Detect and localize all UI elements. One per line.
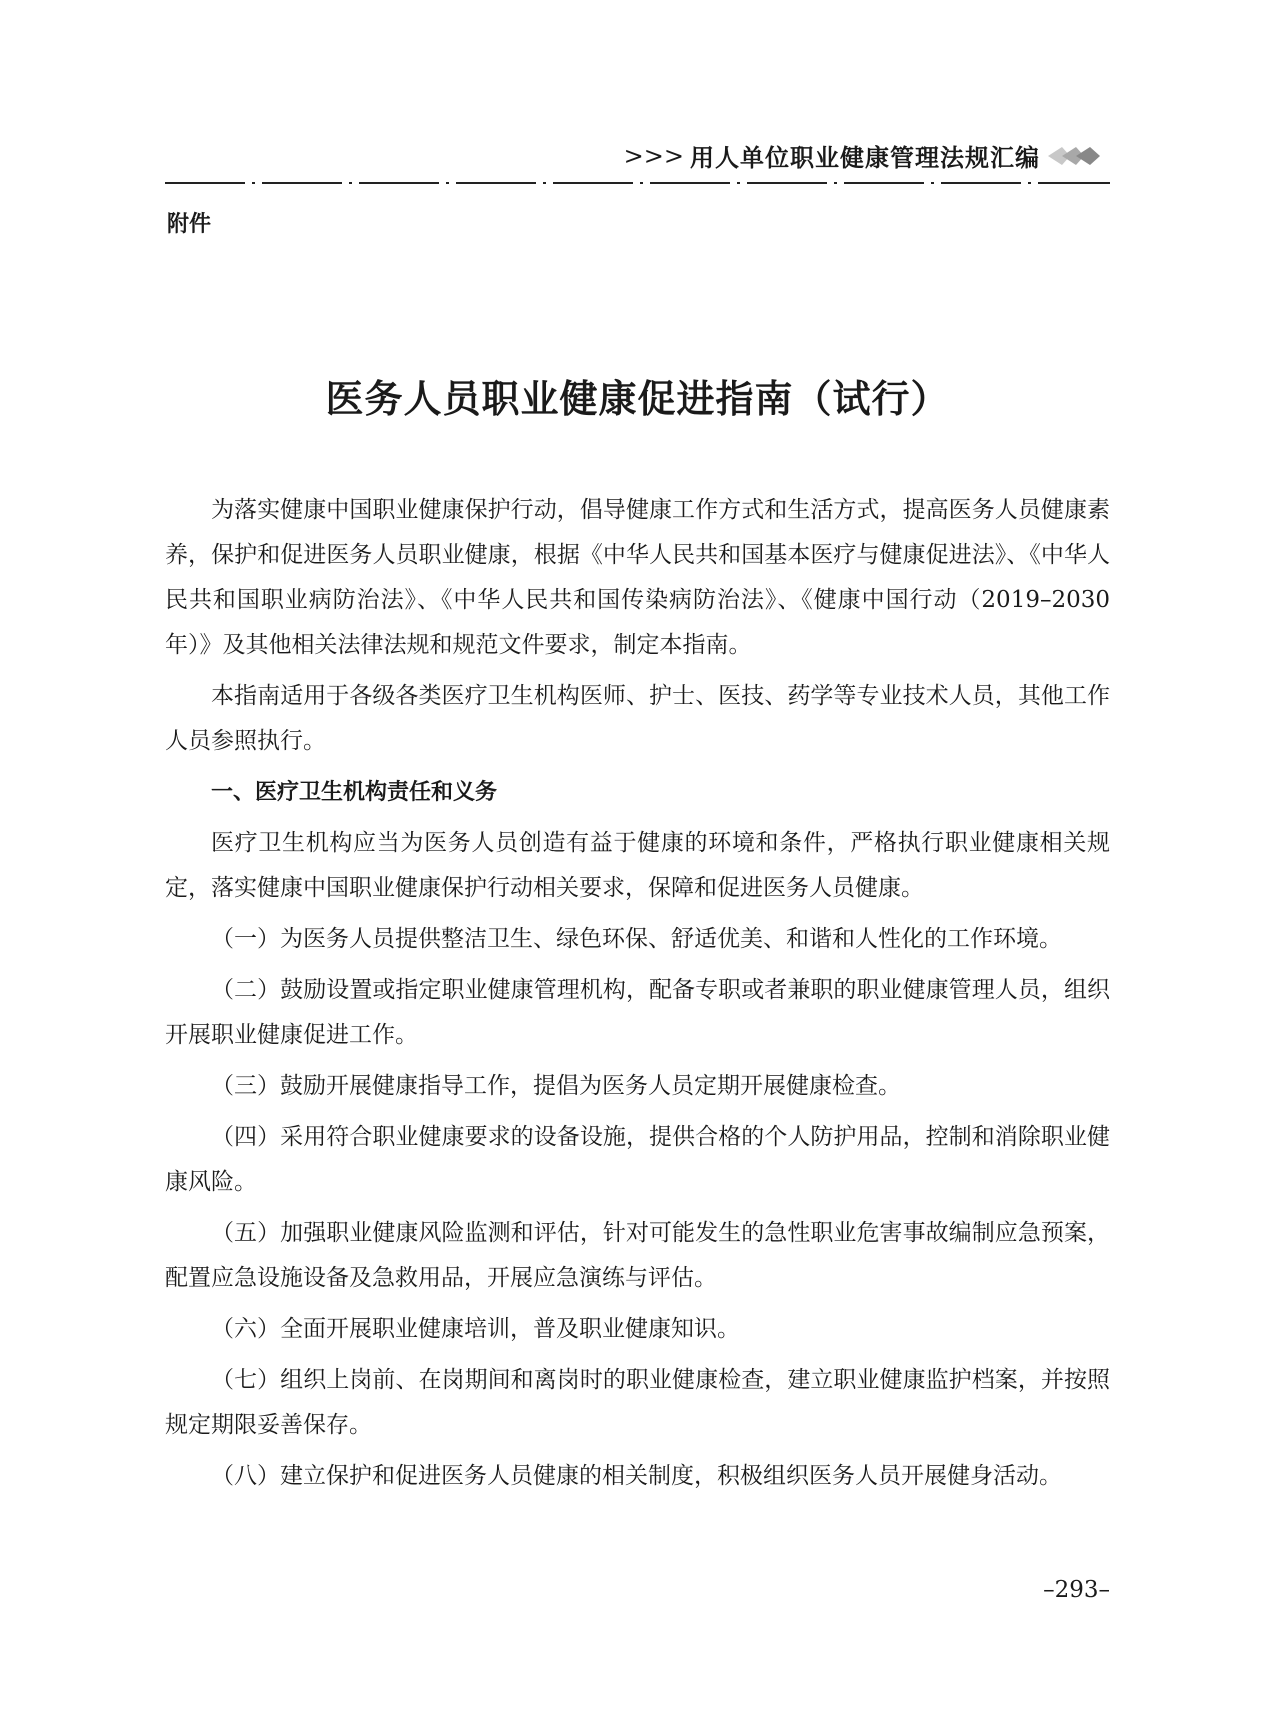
attachment-label: 附件 bbox=[167, 212, 212, 237]
list-item: （七）组织上岗前、在岗期间和离岗时的职业健康检查，建立职业健康监护档案，并按照规定期限妥善保存。 bbox=[165, 1367, 1110, 1438]
running-header bbox=[624, 138, 1110, 173]
document-body bbox=[165, 488, 1110, 1505]
header-chevrons: >>> bbox=[623, 141, 684, 170]
intro-paragraph: 为落实健康中国职业健康保护行动，倡导健康工作方式和生活方式，提高医务人员健康素养，保护和促进医务人员职业健康，根据《中华人民共和国基本医疗与健康促进法》、《中华人民共和国职业病防治法》、《中华人民共和国传染病防治法》、《健康中国行动（2019–2030年）》及其他相关法律法规和规范文件要求，制定本指南。 bbox=[165, 497, 1110, 658]
list-item: （六）全面开展职业健康培训，普及职业健康知识。 bbox=[211, 1316, 740, 1342]
list-item: （五）加强职业健康风险监测和评估，针对可能发生的急性职业危害事故编制应急预案，配置应急设施设备及急救用品，开展应急演练与评估。 bbox=[165, 1220, 1110, 1291]
scope-paragraph: 本指南适用于各级各类医疗卫生机构医师、护士、医技、药学等专业技术人员，其他工作人员参照执行。 bbox=[165, 683, 1110, 754]
book-title: 用人单位职业健康管理法规汇编 bbox=[690, 143, 1040, 172]
list-item: （一）为医务人员提供整洁卫生、绿色环保、舒适优美、和谐和人性化的工作环境。 bbox=[211, 926, 1062, 952]
list-item: （八）建立保护和促进医务人员健康的相关制度，积极组织医务人员开展健身活动。 bbox=[211, 1463, 1062, 1489]
section-lead-paragraph: 医疗卫生机构应当为医务人员创造有益于健康的环境和条件，严格执行职业健康相关规定，落实健康中国职业健康保护行动相关要求，保障和促进医务人员健康。 bbox=[165, 830, 1110, 901]
list-item: （四）采用符合职业健康要求的设备设施，提供合格的个人防护用品，控制和消除职业健康风险。 bbox=[165, 1124, 1110, 1195]
document-title: 医务人员职业健康促进指南（试行） bbox=[325, 376, 950, 421]
header-rule bbox=[165, 180, 1110, 186]
page-number: –293– bbox=[1043, 1577, 1110, 1603]
diamond-ornament-icon bbox=[1048, 145, 1110, 167]
list-item: （三）鼓励开展健康指导工作，提倡为医务人员定期开展健康检查。 bbox=[211, 1073, 901, 1099]
list-item: （二）鼓励设置或指定职业健康管理机构，配备专职或者兼职的职业健康管理人员，组织开展职业健康促进工作。 bbox=[165, 977, 1110, 1048]
section-heading: 一、医疗卫生机构责任和义务 bbox=[211, 780, 498, 805]
